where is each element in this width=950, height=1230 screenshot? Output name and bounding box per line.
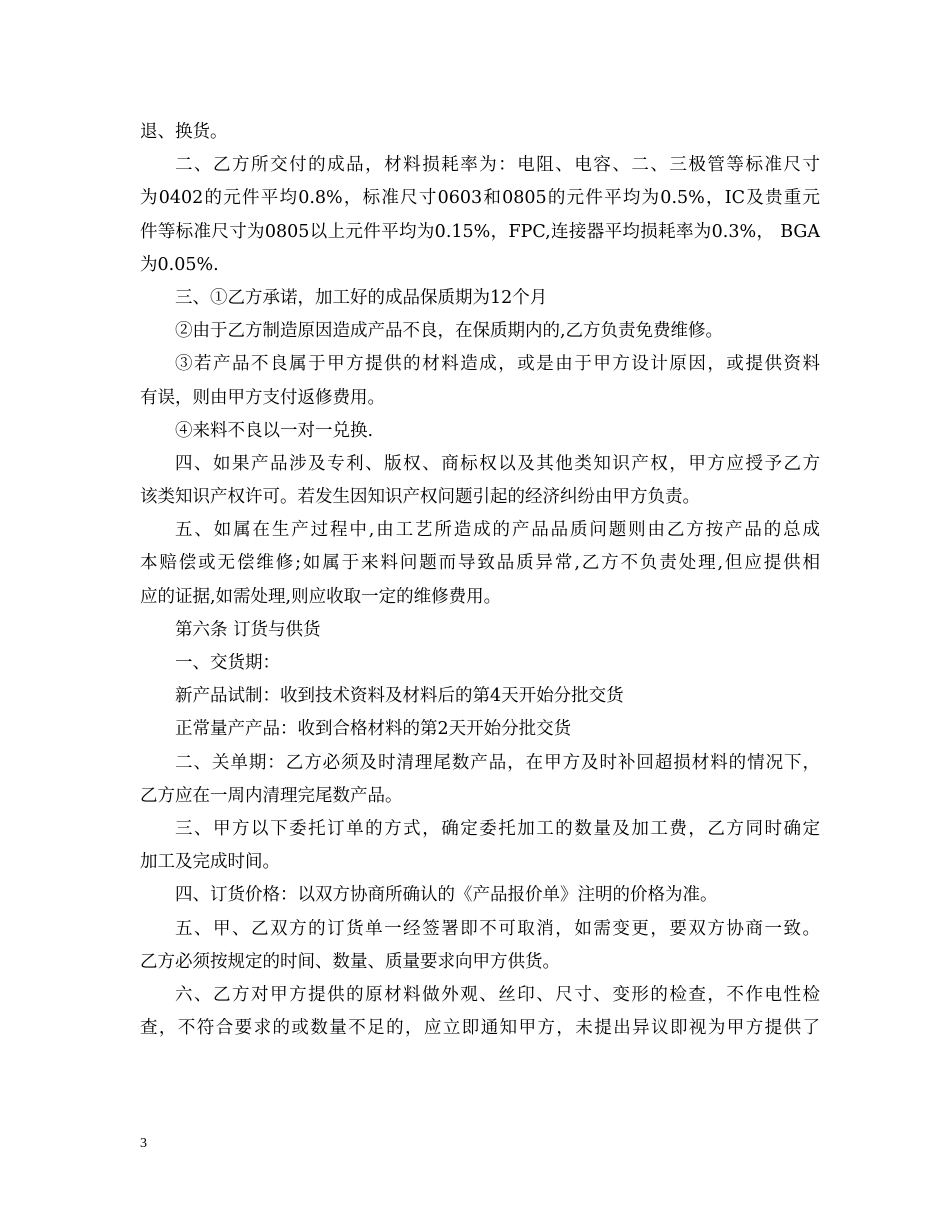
text-line: 三、甲方以下委托订单的方式，确定委托加工的数量及加工费，乙方同时确定 [175,818,820,839]
text-line: 乙方必须按规定的时间、数量、质量要求向甲方供货。 [140,951,560,972]
text-line: 正常量产产品：收到合格材料的第2天开始分批交货 [175,719,572,740]
text-line: 查，不符合要求的或数量不足的，应立即通知甲方，未提出异议即视为甲方提供了 [140,1018,820,1039]
text-line: 乙方应在一周内清理完尾数产品。 [140,785,403,806]
text-line: 该类知识产权许可。若发生因知识产权问题引起的经济纠纷由甲方负责。 [140,487,700,508]
text-line: 四、订货价格：以双方协商所确认的《产品报价单》注明的价格为准。 [175,885,718,906]
text-line: 六、乙方对甲方提供的原材料做外观、丝印、尺寸、变形的检查，不作电性检 [175,984,820,1005]
text-line: 为0.05%. [140,254,219,275]
text-line: 新产品试制：收到技术资料及材料后的第4天开始分批交货 [175,686,624,707]
page-number: 3 [140,1136,147,1151]
text-line: 三、①乙方承诺，加工好的成品保质期为12个月 [175,287,548,308]
text-line: 二、关单期：乙方必须及时清理尾数产品，在甲方及时补回超损材料的情况下， [175,752,820,773]
text-line: ③若产品不良属于甲方提供的材料造成，或是由于甲方设计原因，或提供资料 [175,354,820,375]
text-line: 加工及完成时间。 [140,852,280,873]
text-line: 有误，则由甲方支付返修费用。 [140,387,385,408]
text-line: 二、乙方所交付的成品，材料损耗率为：电阻、电容、二、三极管等标准尺寸 [175,155,820,176]
text-line: 一、交货期： [175,653,280,673]
text-line: 五、如属在生产过程中,由工艺所造成的产品品质问题则由乙方按产品的总成 [175,520,820,541]
text-line: ④来料不良以一对一兑换. [175,420,374,441]
text-line: 四、如果产品涉及专利、版权、商标权以及其他类知识产权，甲方应授予乙方 [175,453,820,474]
text-line: 五、甲、乙双方的订货单一经签署即不可取消，如需变更，要双方协商一致。 [175,918,820,939]
text-line: 本赔偿或无偿维修;如属于来料问题而导致品质异常,乙方不负责处理,但应提供相 [140,553,820,574]
text-line: 退、换货。 [140,122,228,142]
document-body [140,116,820,1045]
text-line: 第六条 订货与供货 [175,619,321,640]
text-line: 应的证据,如需处理,则应收取一定的维修费用。 [140,586,502,607]
text-line: ②由于乙方制造原因造成产品不良，在保质期内的,乙方负责免费维修。 [175,321,724,342]
text-line: 为0402的元件平均0.8%，标准尺寸0603和0805的元件平均为0.5%，IC及贵重元 [140,188,820,209]
text-line: 件等标准尺寸为0805以上元件平均为0.15%，FPC,连接器平均损耗率为0.3%， BGA [140,221,820,242]
